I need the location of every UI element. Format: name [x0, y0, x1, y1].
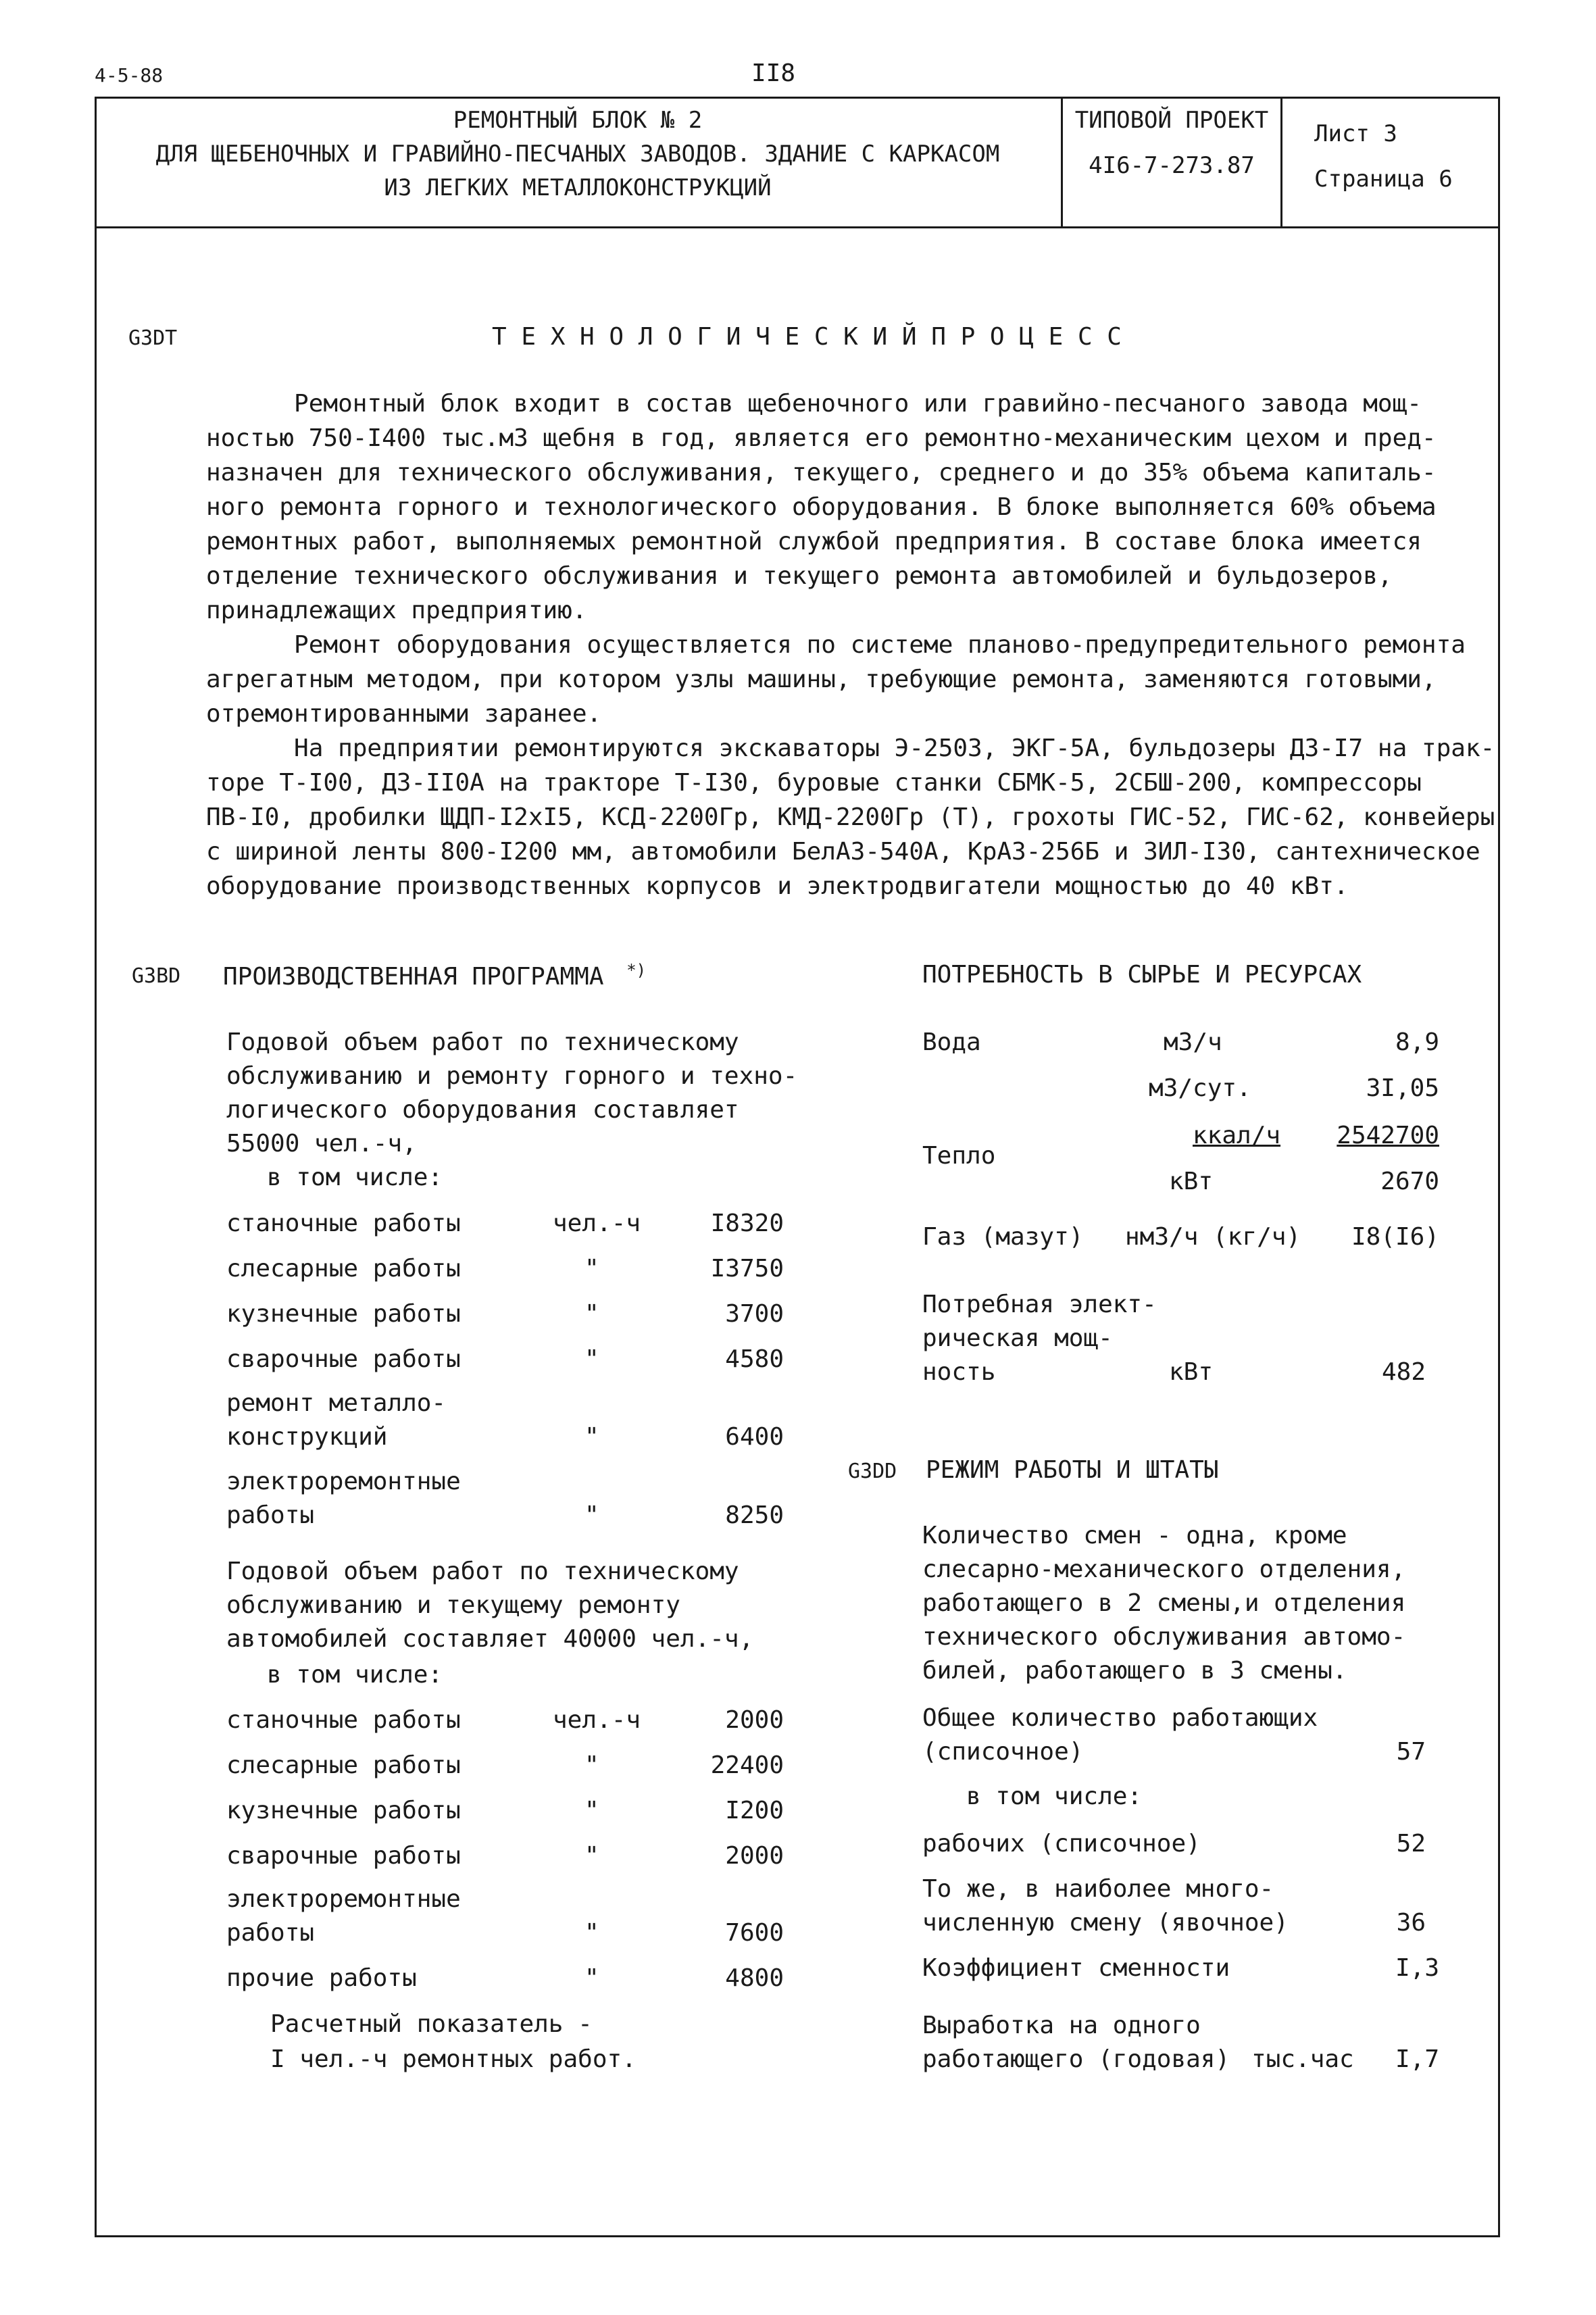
power-label: рическая мощ- [922, 1324, 1113, 1352]
program-heading-mark: *) [626, 961, 647, 980]
heat-unit: ккал/ч [1193, 1122, 1281, 1149]
row-unit: чел.-ч [553, 1706, 641, 1734]
shifts-line: билей, работающего в 3 смены. [922, 1657, 1347, 1685]
process-line: торе Т-I00, ДЗ-II0А на тракторе Т-I30, буровые станки СБМК-5, 2СБШ-200, компрессоры [206, 769, 1422, 797]
workers-label: рабочих (списочное) [922, 1830, 1201, 1858]
footer-line: Расчетный показатель - [270, 2010, 593, 2038]
row-name: слесарные работы [226, 1751, 461, 1779]
row-unit: " [584, 1423, 599, 1451]
process-line: отремонтированными заранее. [206, 700, 602, 728]
row-unit: " [584, 1255, 599, 1283]
row-name: слесарные работы [226, 1255, 461, 1283]
process-line: Ремонтный блок входит в состав щебеночного или гравийно-песчаного завода мощ- [206, 390, 1422, 418]
process-description [206, 387, 1495, 903]
row-unit: " [584, 1345, 599, 1373]
program-heading [223, 961, 646, 991]
process-line: оборудование производственных корпусов и электродвигатели мощностью до 40 кВт. [206, 872, 1349, 900]
power-label: ность [922, 1358, 996, 1386]
footer-line: I чел.-ч ремонтных работ. [270, 2045, 637, 2073]
water-unit: м3/ч [1164, 1028, 1222, 1056]
row-name: ремонт металло- [226, 1389, 447, 1417]
process-line: отделение технического обслуживания и текущего ремонта автомобилей и бульдозеров, [206, 562, 1393, 590]
process-line: принадлежащих предприятию. [206, 597, 587, 624]
heat-value: 2670 [1380, 1168, 1439, 1195]
row-name: электроремонтные [226, 1885, 461, 1913]
row-value: 4580 [725, 1345, 784, 1373]
row-unit: " [584, 1797, 599, 1824]
water-unit: м3/сут. [1149, 1074, 1251, 1102]
section-code: G3DT [128, 326, 178, 350]
row-value: I200 [725, 1797, 784, 1824]
shifts-line: технического обслуживания автомо- [922, 1623, 1406, 1651]
power-value: 482 [1381, 1358, 1426, 1386]
power-label: Потребная элект- [922, 1291, 1157, 1318]
row-unit: чел.-ч [553, 1210, 641, 1237]
row-unit: " [584, 1842, 599, 1870]
intro-line: Годовой объем работ по техническому [226, 1558, 739, 1585]
row-unit: " [584, 1300, 599, 1328]
power-unit: кВт [1169, 1358, 1214, 1386]
process-line: назначен для технического обслуживания, текущего, среднего и до 35% объема капиталь- [206, 459, 1437, 487]
process-line: ремонтных работ, выполняемых ремонтной службой предприятия. В составе блока имеется [206, 528, 1422, 555]
coef-value: I,3 [1395, 1954, 1439, 1982]
row-name: кузнечные работы [226, 1797, 461, 1824]
staff-heading: РЕЖИМ РАБОТЫ И ШТАТЫ [926, 1456, 1219, 1484]
water-value: 8,9 [1395, 1028, 1439, 1056]
title-line-1: РЕМОНТНЫЙ БЛОК № 2 [453, 107, 703, 134]
intro-line: 55000 чел.-ч, [226, 1130, 417, 1158]
page-label: Страница 6 [1314, 166, 1453, 193]
intro-line: Годовой объем работ по техническому [226, 1028, 739, 1056]
incl-label: в том числе: [966, 1783, 1143, 1810]
page-number: II8 [751, 59, 796, 87]
row-value: 3700 [725, 1300, 784, 1328]
program-code: G3BD [132, 964, 181, 988]
row-name: сварочные работы [226, 1345, 461, 1373]
row-unit: " [584, 1919, 599, 1947]
row-value: 8250 [725, 1501, 784, 1529]
output-label: Выработка на одного [922, 2012, 1201, 2039]
title-block-divider [95, 226, 1500, 228]
process-line: Ремонт оборудования осуществляется по системе планово-предупредительного ремонта [206, 631, 1466, 659]
max-value: 36 [1396, 1909, 1426, 1937]
process-line: ПВ-I0, дробилки ЩДП-I2хI5, КСД-2200Гр, КМД-2200Гр (Т), грохоты ГИС-52, ГИС-62, конвейеры [206, 803, 1495, 831]
process-line: На предприятии ремонтируются экскаваторы Э-2503, ЭКГ-5А, бульдозеры ДЗ-I7 на трак- [206, 735, 1495, 762]
row-name: электроремонтные [226, 1468, 461, 1495]
heat-value: 2542700 [1337, 1122, 1439, 1149]
max-label: численную смену (явочное) [922, 1909, 1289, 1937]
coef-label: Коэффициент сменности [922, 1954, 1230, 1982]
row-name: работы [226, 1919, 315, 1947]
heat-label: Тепло [922, 1142, 996, 1170]
row-value: 22400 [710, 1751, 784, 1779]
row-value: 2000 [725, 1706, 784, 1734]
document-date: 4-5-88 [95, 64, 164, 86]
program-heading-text: ПРОИЗВОДСТВЕННАЯ ПРОГРАММА [223, 963, 604, 991]
intro-line: обслуживанию и текущему ремонту [226, 1591, 680, 1619]
max-label: То же, в наиболее много- [922, 1875, 1274, 1903]
title-line-2: ДЛЯ ЩЕБЕНОЧНЫХ И ГРАВИЙНО-ПЕСЧАНЫХ ЗАВОДОВ. ЗДАНИЕ С КАРКАСОМ [155, 141, 1000, 168]
output-label: работающего (годовая) [922, 2045, 1230, 2073]
row-unit: " [584, 1501, 599, 1529]
row-value: 6400 [725, 1423, 784, 1451]
heat-unit: кВт [1169, 1168, 1214, 1195]
project-label: ТИПОВОЙ ПРОЕКТ [1074, 107, 1269, 134]
staff-code: G3DD [848, 1460, 897, 1483]
gas-label: Газ (мазут) [922, 1223, 1084, 1251]
row-unit: " [584, 1751, 599, 1779]
incl-label: в том числе: [267, 1661, 443, 1689]
row-value: 4800 [725, 1964, 784, 1992]
row-name: станочные работы [226, 1210, 461, 1237]
row-value: 7600 [725, 1919, 784, 1947]
incl-label: в том числе: [267, 1164, 443, 1191]
sheet-number: Лист 3 [1314, 120, 1397, 147]
resources-heading: ПОТРЕБНОСТЬ В СЫРЬЕ И РЕСУРСАХ [922, 961, 1362, 989]
intro-line: обслуживанию и ремонту горного и техно- [226, 1062, 798, 1090]
intro-line: логического оборудования составляет [226, 1096, 739, 1124]
output-unit: тыс.час [1251, 2045, 1354, 2073]
water-label: Вода [922, 1028, 981, 1056]
shifts-line: слесарно-механического отделения, [922, 1555, 1406, 1583]
gas-value: I8(I6) [1351, 1223, 1439, 1251]
project-number: 4I6-7-273.87 [1089, 152, 1255, 179]
total-label: Общее количество работающих [922, 1704, 1318, 1732]
process-line: агрегатным методом, при котором узлы машины, требующие ремонта, заменяются готовыми, [206, 666, 1437, 693]
water-value: 3I,05 [1366, 1074, 1439, 1102]
title-line-3: ИЗ ЛЕГКИХ МЕТАЛЛОКОНСТРУКЦИЙ [384, 174, 772, 201]
shifts-line: Количество смен - одна, кроме [922, 1522, 1347, 1549]
row-name: прочие работы [226, 1964, 417, 1992]
process-line: ного ремонта горного и технологического оборудования. В блоке выполняется 60% объема [206, 493, 1437, 521]
gas-unit: нм3/ч (кг/ч) [1125, 1223, 1301, 1251]
workers-value: 52 [1396, 1830, 1426, 1858]
row-name: конструкций [226, 1423, 388, 1451]
row-name: кузнечные работы [226, 1300, 461, 1328]
output-value: I,7 [1395, 2045, 1439, 2073]
row-name: работы [226, 1501, 315, 1529]
row-value: 2000 [725, 1842, 784, 1870]
row-value: I3750 [710, 1255, 784, 1283]
row-name: станочные работы [226, 1706, 461, 1734]
row-name: сварочные работы [226, 1842, 461, 1870]
total-label: (списочное) [922, 1738, 1084, 1766]
total-value: 57 [1396, 1738, 1426, 1766]
process-line: ностью 750-I400 тыс.м3 щебня в год, является его ремонтно-механическим цехом и пред- [206, 424, 1437, 452]
title-divider-2 [1280, 97, 1282, 228]
intro-line: автомобилей составляет 40000 чел.-ч, [226, 1625, 754, 1653]
row-value: I8320 [710, 1210, 784, 1237]
row-unit: " [584, 1964, 599, 1992]
process-line: с шириной ленты 800-I200 мм, автомобили БелАЗ-540А, КрАЗ-256Б и ЗИЛ-I30, сантехническое [206, 838, 1480, 866]
shifts-line: работающего в 2 смены,и отделения [922, 1589, 1406, 1617]
section-heading: Т Е Х Н О Л О Г И Ч Е С К И Й П Р О Ц Е С С [492, 323, 1122, 351]
